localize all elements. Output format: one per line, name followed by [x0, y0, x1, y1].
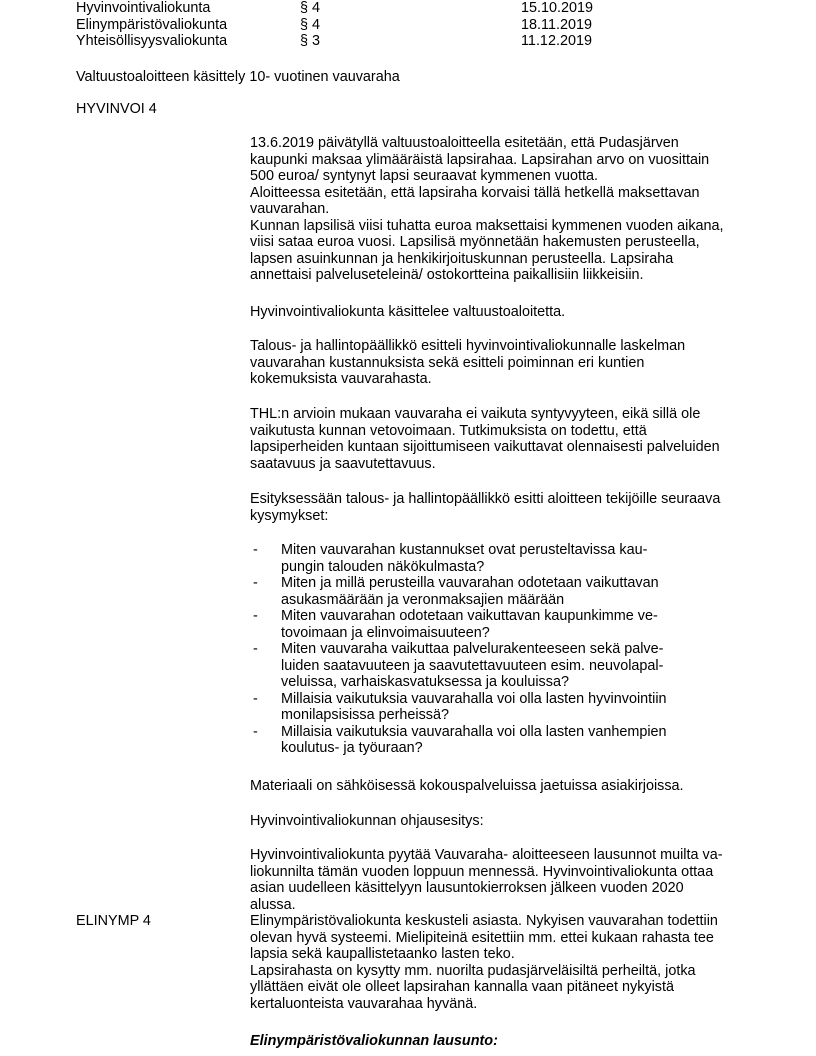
text-line: Miten vauvaraha vaikuttaa palvelurakenteeseen sekä palve- [281, 641, 664, 657]
text-line: Hyvinvointivaliokunnan ohjausesitys: [250, 813, 484, 829]
text-line: vaikutusta kunnan vetovoimaan. Tutkimuksista on todettu, että [250, 422, 647, 439]
committee-section: § 3 [300, 33, 321, 49]
hyvinvoi-paragraph-6 [250, 778, 750, 795]
text-line: Elinympäristövaliokunta keskusteli asiasta. Nykyisen vauvarahan todettiin [250, 913, 718, 929]
list-item [250, 641, 770, 691]
bullet-dash: - [253, 575, 258, 591]
committee-name: Hyvinvointivaliokunta [76, 0, 211, 16]
hyvinvoi-paragraph-7 [250, 813, 750, 830]
text-line: liokunnilta tämän vuoden loppuun mennessä. Hyvinvointivaliokunta ottaa [250, 863, 714, 880]
hyvinvoi-paragraph-5 [250, 491, 750, 524]
text-line: kaupunki maksaa ylimääräistä lapsirahaa. Lapsirahan arvo on vuosittain [250, 151, 710, 168]
text-line: Materiaali on sähköisessä kokouspalveluissa jaetuissa asiakirjoissa. [250, 778, 684, 794]
document-title: Valtuustoaloitteen käsittely 10- vuotinen vauvaraha [76, 69, 400, 85]
text-line: olevan hyvä systeemi. Mielipiteinä esitettiin mm. ettei kukaan rahasta tee [250, 929, 714, 946]
committee-date: 18.11.2019 [521, 16, 592, 33]
text-line: kysymykset: [250, 507, 329, 524]
text-line: koulutus- ja työuraan? [281, 740, 423, 756]
committee-date: 11.12.2019 [521, 33, 592, 49]
committee-section: § 4 [300, 16, 321, 33]
text-line: monilapsisissa perheissä? [281, 707, 449, 723]
text-line: viisi sataa euroa vuosi. Lapsilisä myönnetään hakemusten perusteella, [250, 234, 700, 250]
bullet-dash: - [253, 608, 258, 624]
hyvinvoi-paragraph-3 [250, 338, 750, 388]
text-line: lapsia sekä kaupallistetaanko lasten teko. [250, 946, 515, 962]
text-line: saatavuus ja saavutettavuus. [250, 455, 436, 472]
list-item [250, 542, 770, 575]
text-line: Lapsirahasta on kysytty mm. nuorilta pudasjärveläisiltä perheiltä, jotka [250, 962, 696, 979]
text-line: lapsiperheiden kuntaan sijoittumiseen vaikuttavat olennaisesti palveluiden [250, 439, 720, 455]
committee-name: Yhteisöllisyysvaliokunta [76, 33, 228, 49]
section-label-elinymp: ELINYMP 4 [76, 913, 151, 929]
text-line: Esityksessään talous- ja hallintopäällikkö esitti aloitteen tekijöille seuraava [250, 491, 721, 507]
hyvinvoi-paragraph-2 [250, 304, 750, 321]
text-line: Millaisia vaikutuksia vauvarahalla voi olla lasten vanhempien [281, 723, 667, 740]
hyvinvoi-paragraph-1 [250, 135, 750, 284]
text-line: Talous- ja hallintopäällikkö esitteli hyvinvointivaliokunnalle laskelman [250, 338, 686, 354]
text-line: kokemuksista vauvarahasta. [250, 371, 432, 387]
list-item [250, 608, 770, 641]
text-line: Millaisia vaikutuksia vauvarahalla voi olla lasten hyvinvointiin [281, 690, 667, 707]
text-line: vauvarahan. [250, 201, 330, 217]
text-line: 13.6.2019 päivätyllä valtuustoaloitteella esitetään, että Pudasjärven [250, 135, 679, 151]
bullet-dash: - [253, 690, 258, 707]
text-line: asian uudelleen käsittelyyn lausuntokierroksen jälkeen vuoden 2020 [250, 880, 684, 896]
list-item [250, 575, 770, 608]
list-item [250, 724, 770, 757]
bullet-dash: - [253, 542, 258, 558]
text-line: vauvarahan kustannuksista sekä esitteli poiminnan eri kuntien [250, 354, 645, 371]
text-line: Aloitteessa esitetään, että lapsiraha korvaisi tällä hetkellä maksettavan [250, 184, 700, 201]
question-list [250, 542, 770, 757]
text-line: asukasmäärään ja veronmaksajien määrään [281, 591, 565, 608]
elinymp-paragraph-1 [250, 913, 750, 1012]
bullet-dash: - [253, 723, 258, 740]
hyvinvoi-paragraph-4 [250, 406, 750, 472]
text-line: Hyvinvointivaliokunta pyytää Vauvaraha- aloitteeseen lausunnot muilta va- [250, 847, 723, 863]
text-line: annettaisi palveluseteleinä/ ostokortteina paikallisiin liikkeisiin. [250, 267, 644, 283]
text-line: Miten vauvarahan odotetaan vaikuttavan kaupunkimme ve- [281, 608, 658, 624]
text-line: luiden saatavuuteen ja saavutettavuuteen esim. neuvolapal- [281, 657, 664, 674]
committee-name: Elinympäristövaliokunta [76, 16, 228, 33]
elinymp-statement-heading: Elinympäristövaliokunnan lausunto: [250, 1033, 498, 1049]
text-line: yllättäen eivät ole olleet lapsirahan kannalla vaan pitäneet nykyistä [250, 979, 674, 995]
text-line: alussa. [250, 896, 296, 913]
list-item [250, 691, 770, 724]
committee-section: § 4 [300, 0, 321, 16]
text-line: Kunnan lapsilisä viisi tuhatta euroa maksettaisi kymmenen vuoden aikana, [250, 217, 724, 234]
text-line: 500 euroa/ syntynyt lapsi seuraavat kymmenen vuotta. [250, 168, 598, 184]
text-line: veluissa, varhaiskasvatuksessa ja kouluissa? [281, 674, 569, 690]
text-line: Miten vauvarahan kustannukset ovat perusteltavissa kau- [281, 542, 648, 558]
text-line: THL:n arvioin mukaan vauvaraha ei vaikuta syntyvyyteen, eikä sillä ole [250, 406, 701, 422]
bullet-dash: - [253, 641, 258, 657]
text-line: pungin talouden näkökulmasta? [281, 558, 485, 575]
text-line: kertaluonteista vauvarahaa hyvänä. [250, 995, 478, 1012]
text-line: Hyvinvointivaliokunta käsittelee valtuustoaloitetta. [250, 304, 566, 320]
committee-date: 15.10.2019 [521, 0, 594, 16]
text-line: Miten ja millä perusteilla vauvarahan odotetaan vaikuttavan [281, 575, 659, 591]
text-line: lapsen asuinkunnan ja henkikirjoituskunnan perusteella. Lapsiraha [250, 250, 674, 267]
text-line: tovoimaan ja elinvoimaisuuteen? [281, 624, 490, 641]
section-label-hyvinvoi: HYVINVOI 4 [76, 101, 157, 117]
hyvinvoi-paragraph-8 [250, 847, 750, 913]
